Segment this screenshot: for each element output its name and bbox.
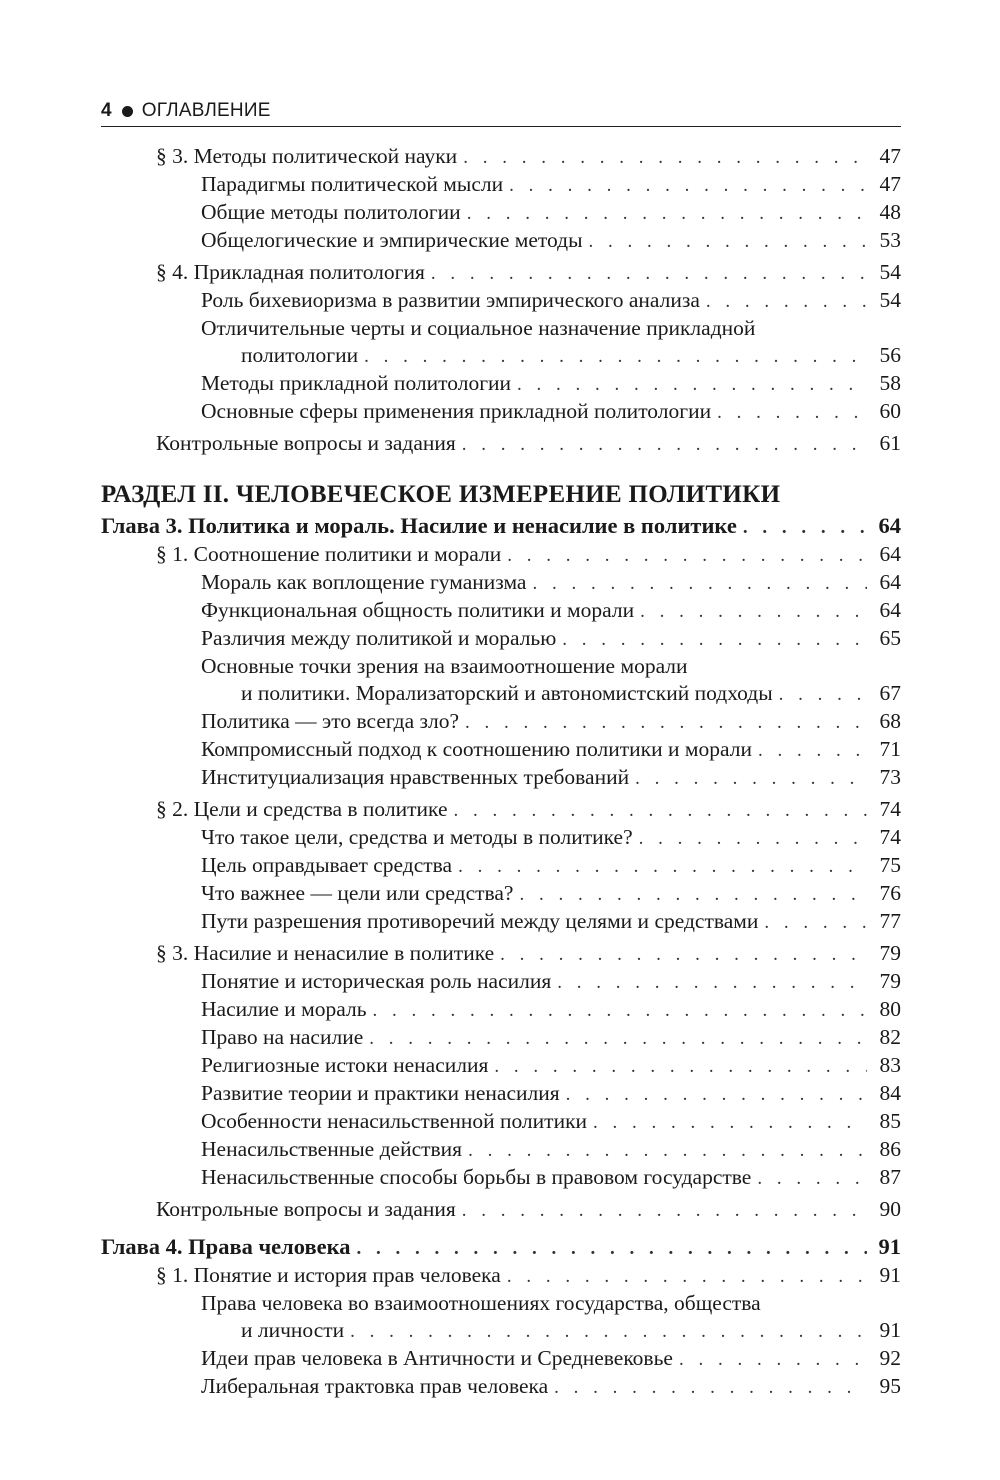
- toc-entry[interactable]: и политики. Морализаторский и автономистский подходы . . . 67: [101, 680, 901, 708]
- toc-entry[interactable]: политологии . . . 56: [101, 342, 901, 370]
- toc-entry[interactable]: Особенности ненасильственной политики . . . 85: [101, 1108, 901, 1136]
- chapter-title[interactable]: Глава 4. Права человека . . . 91: [101, 1233, 901, 1262]
- toc-entry[interactable]: и личности . . . 91: [101, 1317, 901, 1345]
- toc-entry[interactable]: § 1. Понятие и история прав человека . . . 91: [101, 1262, 901, 1290]
- toc-entry[interactable]: Либеральная трактовка прав человека . . . 95: [101, 1373, 901, 1401]
- toc-entry[interactable]: Методы прикладной политологии . . . 58: [101, 370, 901, 398]
- toc-entry-line1[interactable]: Основные точки зрения на взаимоотношение морали: [201, 654, 688, 678]
- toc-entry[interactable]: § 3. Насилие и ненасилие в политике . . . 79: [101, 940, 901, 968]
- toc-entry[interactable]: Различия между политикой и моралью . . . 65: [101, 625, 901, 653]
- toc-entry[interactable]: Цель оправдывает средства . . . 75: [101, 852, 901, 880]
- toc-entry[interactable]: Общелогические и эмпирические методы . . . 53: [101, 227, 901, 255]
- bullet-icon: [122, 106, 133, 117]
- toc-entry[interactable]: Контрольные вопросы и задания . . . 90: [101, 1196, 901, 1224]
- toc-entry[interactable]: § 2. Цели и средства в политике . . . 74: [101, 796, 901, 824]
- toc-entry[interactable]: Понятие и историческая роль насилия . . . 79: [101, 968, 901, 996]
- toc-entry[interactable]: Что важнее — цели или средства? . . . 76: [101, 880, 901, 908]
- toc-entry[interactable]: Роль бихевиоризма в развитии эмпирического анализа . . . 54: [101, 287, 901, 315]
- toc-entry[interactable]: Идеи прав человека в Античности и Средневековье . . . 92: [101, 1345, 901, 1373]
- toc-entry[interactable]: § 1. Соотношение политики и морали . . . 64: [101, 541, 901, 569]
- toc-entry[interactable]: Общие методы политологии . . . 48: [101, 199, 901, 227]
- running-header: [101, 100, 901, 127]
- table-of-contents: [101, 143, 901, 1401]
- toc-entry-line1[interactable]: Отличительные черты и социальное назначение прикладной: [201, 316, 756, 340]
- toc-entry[interactable]: Институциализация нравственных требований . . . 73: [101, 764, 901, 792]
- running-title: ОГЛАВЛЕНИЕ: [141, 100, 271, 121]
- toc-entry[interactable]: Ненасильственные действия . . . 86: [101, 1136, 901, 1164]
- toc-entry[interactable]: Компромиссный подход к соотношению политики и морали . . . 71: [101, 736, 901, 764]
- section-title: РАЗДЕЛ II. ЧЕЛОВЕЧЕСКОЕ ИЗМЕРЕНИЕ ПОЛИТИКИ: [101, 481, 781, 508]
- toc-entry[interactable]: Основные сферы применения прикладной политологии . . . 60: [101, 398, 901, 426]
- toc-entry[interactable]: Контрольные вопросы и задания . . . 61: [101, 430, 901, 458]
- toc-entry[interactable]: Насилие и мораль . . . 80: [101, 996, 901, 1024]
- page-number: 4: [101, 100, 112, 121]
- toc-entry[interactable]: Развитие теории и практики ненасилия . . . 84: [101, 1080, 901, 1108]
- toc-entry[interactable]: Право на насилие . . . 82: [101, 1024, 901, 1052]
- toc-entry-line1[interactable]: Права человека во взаимоотношениях государства, общества: [201, 1291, 761, 1315]
- toc-entry[interactable]: Политика — это всегда зло? . . . 68: [101, 708, 901, 736]
- toc-entry[interactable]: Религиозные истоки ненасилия . . . 83: [101, 1052, 901, 1080]
- toc-entry[interactable]: § 4. Прикладная политология . . . 54: [101, 259, 901, 287]
- chapter-title[interactable]: Глава 3. Политика и мораль. Насилие и ненасилие в политике . . . 64: [101, 512, 901, 541]
- toc-entry[interactable]: Что такое цели, средства и методы в политике? . . . 74: [101, 824, 901, 852]
- toc-entry[interactable]: Функциональная общность политики и морали . . . 64: [101, 597, 901, 625]
- toc-entry[interactable]: Ненасильственные способы борьбы в правовом государстве . . . 87: [101, 1164, 901, 1192]
- toc-entry[interactable]: Мораль как воплощение гуманизма . . . 64: [101, 569, 901, 597]
- toc-entry[interactable]: Пути разрешения противоречий между целями и средствами . . . 77: [101, 908, 901, 936]
- toc-entry[interactable]: Парадигмы политической мысли . . . 47: [101, 171, 901, 199]
- toc-entry[interactable]: § 3. Методы политической науки . . . 47: [101, 143, 901, 171]
